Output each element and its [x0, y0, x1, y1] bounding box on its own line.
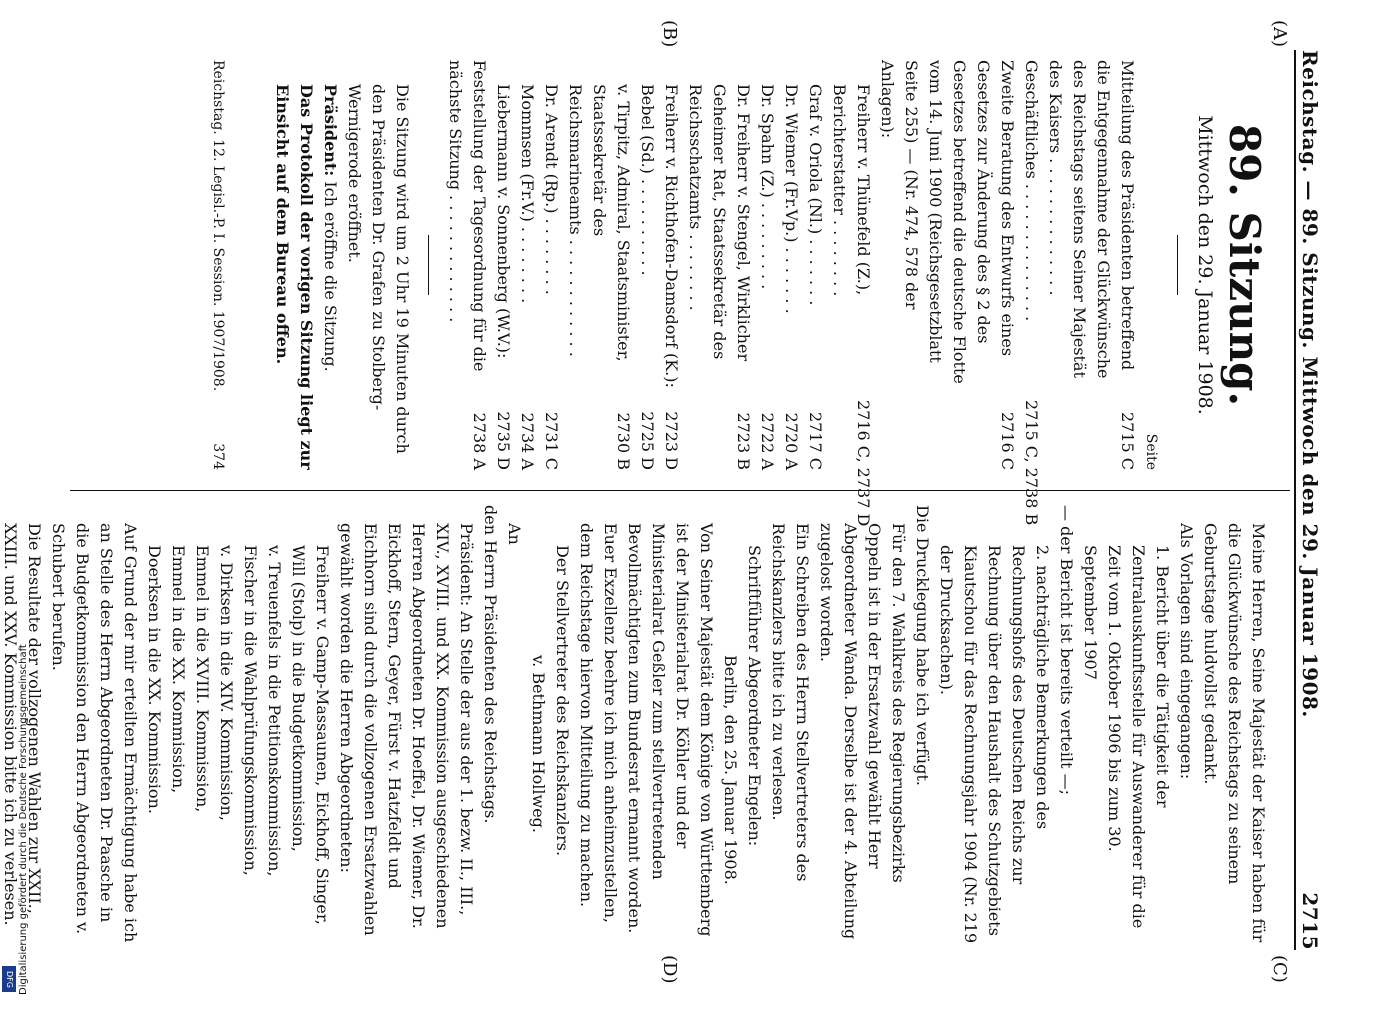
- left-column: [206, 60, 1270, 527]
- toc-item: Bebel (Sd.) . . . . . . . . . .: [638, 84, 657, 276]
- page-footer: [206, 60, 230, 470]
- toc-row: [779, 60, 803, 470]
- toc-row: [683, 60, 755, 470]
- toc-page: 2716 C: [998, 411, 1017, 470]
- toc-item: Dr. Spahn (Z.) . . . . . . . . .: [758, 84, 777, 290]
- opening-text: Die Sitzung wird um 2 Uhr 19 Minuten durch den Präsidenten Dr. Grafen zu Stolberg-Wernigerode eröffnet.: [345, 84, 412, 454]
- body-paragraph: Freiherr v. Gamp-Massaunen, Eickhoff, Singer,: [313, 545, 332, 925]
- right-column: [0, 505, 1270, 945]
- body-paragraph: Auf Grund der mir erteilten Ermächtigung habe ich an Stelle des Herrn Abgeordneten Dr. Paasche in die Budgetkommission den Herrn Abgeordneten v. Schubert berufen.: [49, 523, 140, 943]
- body-paragraph: Die Drucklegung habe ich verfügt.: [913, 505, 932, 786]
- body-paragraph: Berlin, den 25. Januar 1908.: [721, 655, 740, 885]
- toc-item: Feststellung der Tagesordnung für die nächste Sitzung . . . . . . . . . . . . .: [446, 60, 489, 372]
- toc-rule: [428, 235, 429, 295]
- toc-item: Graf v. Oriola (Nl.) . . . . . . .: [806, 84, 825, 306]
- toc-page: 2715 C, 2738 B: [1022, 400, 1041, 526]
- body-paragraph: Emmel in die XX. Kommission,: [169, 545, 188, 794]
- toc-row: [827, 60, 875, 527]
- toc-row: [443, 60, 491, 470]
- toc-page: 2735 D: [494, 411, 513, 470]
- table-of-contents: [443, 60, 1139, 527]
- body-paragraph: Euer Exzellenz beehre ich mich anheimzustellen, dem Reichstage hiervon Mitteilung zu machen.: [577, 523, 620, 923]
- body-paragraph: v. Dirksen in die XIV. Kommission,: [217, 545, 236, 821]
- toc-row: [563, 60, 635, 470]
- dfg-logo: DFG: [2, 966, 16, 992]
- session-title: 89. Sitzung.: [1220, 123, 1269, 407]
- margin-mark-d: (D): [659, 955, 680, 984]
- toc-item: Geschäftliches . . . . . . . . . . . . . .: [1022, 60, 1041, 322]
- body-paragraph: Fischer in die Wahlprüfungskommission,: [241, 545, 260, 876]
- margin-mark-c: (C): [1269, 955, 1290, 983]
- toc-row: [659, 60, 683, 470]
- protokoll-text: Das Protokoll der vorigen Sitzung liegt zur Einsicht auf dem Bureau offen.: [273, 84, 316, 470]
- toc-page: 2722 A: [758, 412, 777, 470]
- body-paragraph: 1. Bericht über die Tätigkeit der Zentralauskunftsstelle für Auswanderer für die Zeit vom 1. Oktober 1906 bis zum 30. September 1907: [1081, 545, 1172, 929]
- toc-row: [875, 60, 1019, 470]
- body-paragraph: Doerksen in die XX. Kommission.: [145, 545, 164, 814]
- running-head-title: Reichstag. — 89. Sitzung. Mittwoch den 29. Januar 1908.: [1298, 50, 1322, 718]
- toc-row: [635, 60, 659, 470]
- toc-page: 2738 A: [470, 412, 489, 470]
- toc-page: 2715 C: [1118, 411, 1137, 470]
- body-paragraph: Meine Herren, Seine Majestät der Kaiser haben für die Glückwünsche des Reichstags zu seinem Geburtstage huldvollst gedankt.: [1201, 523, 1268, 943]
- toc-item: Mitteilung des Präsidenten betreffend die Entgegennahme der Glückwünsche des Reichstags seitens Seiner Majestät des Kaisers . . . . . . . . . . . . . .: [1046, 60, 1137, 379]
- toc-page: 2720 A: [782, 412, 801, 470]
- toc-item: Dr. Freiherr v. Stengel, Wirklicher Geheimer Rat, Staatssekretär des Reichsschatzamts . . . . . . . .: [686, 84, 753, 362]
- body-paragraph: Von Seiner Majestät dem Könige von Württemberg ist der Ministerialrat Dr. Köhler und der Ministerialrat Geßler zum stellvertretenden Bevollmächtigten zum Bundesrat ernannt worden.: [625, 523, 716, 937]
- seite-label: Seite: [1143, 433, 1159, 470]
- toc-item: Liebermann v. Sonnenberg (W.V.):: [494, 84, 513, 359]
- footer-right: 374: [210, 443, 226, 470]
- body-paragraph: — der Bericht ist bereits verteilt —;: [1057, 505, 1076, 796]
- title-rule: [1177, 235, 1178, 295]
- body-paragraph: v. Bethmann Hollweg.: [529, 655, 548, 833]
- toc-row: [539, 60, 563, 470]
- body-paragraph: 2. nachträgliche Bemerkungen des Rechnungshofs des Deutschen Reichs zur Rechnung über den Haushalt des Schutzgebiets Kiautschou für das Rechnungsjahr 1904 (Nr. 219 der Drucksachen).: [937, 545, 1052, 944]
- toc-item: v. Tirpitz, Admiral, Staatsminister, Staatssekretär des Reichsmarineamts . . . . . . . . . . . .: [566, 84, 633, 362]
- header-rule: [1294, 50, 1296, 950]
- toc-item: Dr. Wiemer (Fr.Vp.) . . . . . . .: [782, 84, 801, 314]
- session-date: Mittwoch den 29. Januar 1908.: [1194, 115, 1216, 415]
- toc-item: Mommsen (Fr.V.) . . . . . . . .: [518, 84, 537, 304]
- body-paragraph: v. Treuenfels in die Petitionskommission,: [265, 545, 284, 877]
- body-paragraph: Präsident: An Stelle der aus der 1. bezw. II., III., XIV., XVIII. und XX. Kommission ausgeschiedenen Herren Abgeordneten Dr. Hoeffel, Dr. Wiemer, Dr. Eickhoff, Stern, Geyer, Fürst v. Hatzfeldt und Eichhorn sind durch die vollzogenen Ersatzwahlen gewählt worden die Herren Abgeordneten:: [337, 523, 476, 936]
- toc-page: 2734 A: [518, 412, 537, 470]
- toc-item: Freiherr v. Thünefeld (Z.), Berichterstatter . . . . . . . .: [830, 84, 873, 297]
- body-paragraph: Als Vorlagen sind eingegangen:: [1177, 523, 1196, 780]
- body-paragraph: Will (Stolp) in die Budgetkommission,: [289, 545, 308, 852]
- margin-mark-b: (B): [659, 20, 680, 48]
- body-paragraph: den Herrn Präsidenten des Reichstags.: [481, 505, 500, 824]
- body-paragraph: Schriftführer Abgeordneter Engelen:: [745, 545, 764, 847]
- toc-item: Zweite Beratung des Entwurfs eines Gesetzes zur Änderung des § 2 des Gesetzes betreffend die deutsche Flotte vom 14. Juni 1900 (Reichsgesetzblatt Seite 255) — (Nr. 474, 578 der Anlagen):: [878, 60, 1017, 384]
- body-paragraph: Für den 7. Wahlkreis des Regierungsbezirks Oppeln ist in der Ersatzwahl gewählt Herr Abgeordneter Wanda. Derselbe ist der 4. Abteilung zugelost worden.: [817, 523, 908, 940]
- toc-item: Dr. Arendt (Rp.) . . . . . . . .: [542, 84, 561, 295]
- column-divider: [70, 490, 1290, 491]
- president-label: Präsident:: [321, 84, 340, 177]
- toc-page: 2731 C: [542, 411, 561, 470]
- toc-page: 2730 B: [614, 412, 633, 470]
- toc-row: [491, 60, 515, 470]
- page-number: 2715: [1298, 892, 1322, 950]
- body-paragraph: Emmel in die XVIII. Kommission,: [193, 545, 212, 813]
- toc-item: Freiherr v. Richthofen-Damsdorf (K.):: [662, 84, 681, 388]
- toc-row: [755, 60, 779, 470]
- toc-page: 2716 C, 2737 D: [854, 400, 873, 527]
- toc-page: 2723 B: [734, 412, 753, 470]
- body-paragraph: Die Resultate der vollzogenen Wahlen zur XXII., XXIII. und XXV. Kommission bitte ich zu verlesen.: [1, 523, 44, 926]
- toc-page: 2717 C: [806, 411, 825, 470]
- body-paragraph: Ein Schreiben des Herrn Stellvertreters des Reichskanzlers bitte ich zu verlesen.: [769, 523, 812, 882]
- toc-row: [1043, 60, 1139, 470]
- side-note-text: Digitalisierung gefördert durch die Deutsche Forschungsgemeinschaft: [18, 644, 29, 995]
- margin-mark-a: (A): [1269, 20, 1290, 48]
- body-paragraph: An: [505, 523, 524, 545]
- toc-row: [1019, 60, 1043, 526]
- toc-row: [803, 60, 827, 470]
- body-paragraph: Der Stellvertreter des Reichskanzlers.: [553, 545, 572, 857]
- toc-row: [515, 60, 539, 470]
- toc-page: 2725 D: [638, 411, 657, 470]
- president-text: Ich eröffne die Sitzung.: [321, 181, 340, 372]
- footer-left: Reichstag. 12. Legisl.-P. I. Session. 1907/1908.: [210, 60, 226, 392]
- president-statement: [318, 60, 342, 470]
- toc-page: 2723 D: [662, 411, 681, 470]
